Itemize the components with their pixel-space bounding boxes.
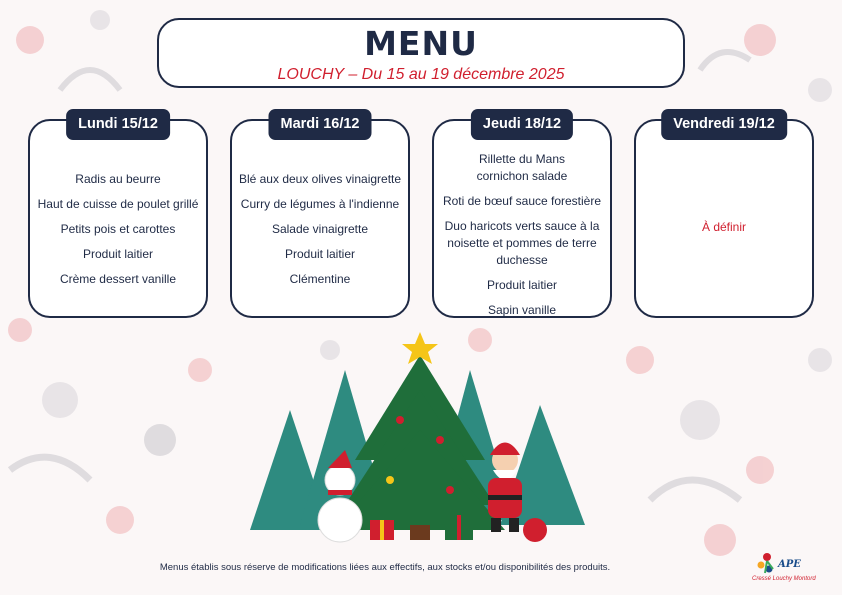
to-be-defined-label: À définir: [701, 220, 747, 234]
day-card-vendredi: [634, 116, 814, 318]
page-subtitle: LOUCHY – Du 15 au 19 décembre 2025: [277, 66, 565, 83]
menu-item: Produit laitier: [82, 247, 154, 261]
menu-item: Haut de cuisse de poulet grillé: [37, 197, 199, 211]
menu-item: Crème dessert vanille: [59, 272, 177, 286]
menu-item: Salade vinaigrette: [271, 222, 369, 236]
page-title: MENU: [364, 24, 478, 63]
menu-item: Duo haricots verts sauce à la noisette et pommes de terre duchesse: [444, 219, 600, 267]
menu-item: Petits pois et carottes: [60, 222, 176, 236]
christmas-illustration: [250, 330, 590, 545]
day-card-lundi: [28, 116, 208, 318]
menu-item: Produit laitier: [486, 278, 558, 292]
day-label: Mardi 16/12: [269, 109, 372, 140]
menu-item: Rillette du Mans cornichon salade: [476, 152, 568, 183]
logo-tagline: Cressé Louchy Montord: [752, 576, 816, 582]
menu-item: Blé aux deux olives vinaigrette: [238, 172, 402, 186]
day-card-mardi: [230, 116, 410, 318]
day-label: Lundi 15/12: [66, 109, 170, 140]
menu-item: Clémentine: [289, 272, 351, 286]
menu-item: Curry de légumes à l'indienne: [240, 197, 400, 211]
day-card-jeudi: [432, 116, 612, 318]
menu-header: [157, 18, 685, 88]
menu-item: Sapin vanille: [487, 303, 557, 317]
menu-item: Radis au beurre: [75, 172, 161, 186]
logo-name: APE: [778, 559, 801, 570]
day-label: Jeudi 18/12: [471, 109, 573, 140]
day-label: Vendredi 19/12: [661, 109, 787, 140]
footer-disclaimer: Menus établis sous réserve de modifications liées aux effectifs, aux stocks et/ou disponibilités des produits.: [159, 562, 611, 573]
menu-item: Roti de bœuf sauce forestière: [442, 194, 602, 208]
menu-item: Produit laitier: [284, 247, 356, 261]
